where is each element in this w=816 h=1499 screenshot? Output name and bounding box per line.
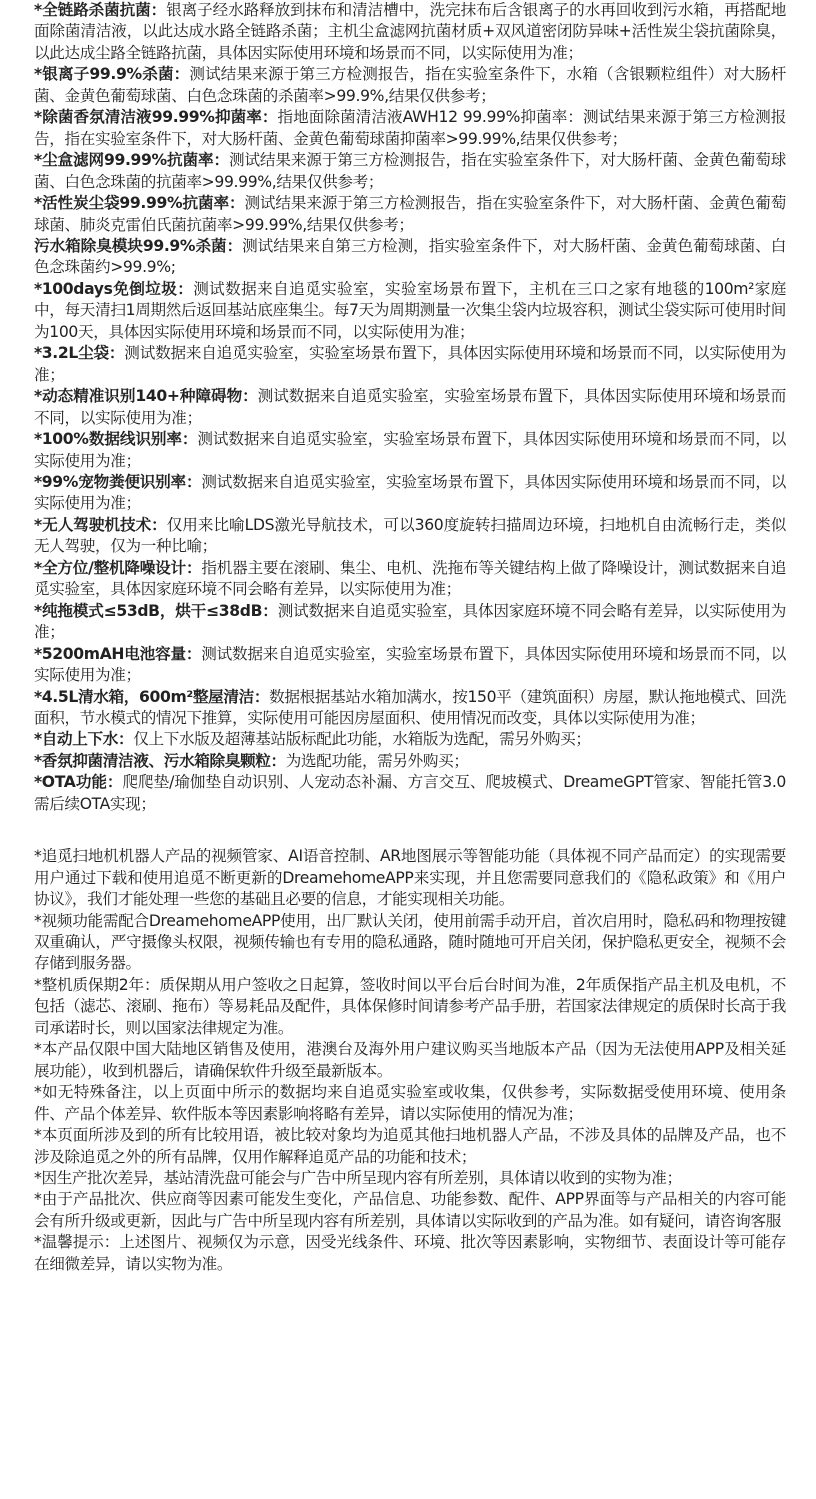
notice: *因生产批次差异，基站清洗盘可能会与广告中所呈现内容有所差别，具体请以收到的实物为准；: [34, 1169, 682, 1188]
notice: *整机质保期2年：质保期从用户签收之日起算，签收时间以平台后台时间为准，2年质保指产品主机及电机，不包括（滤芯、滚刷、拖布）等易耗品及配件，具体保修时间请参考产品手册，若国家法律规定的质保时长高于我司承诺时长，则以国家法律规定为准。: [34, 975, 786, 1037]
footnote-title: *纯拖模式≤53dB，烘干≤38dB：: [34, 601, 278, 620]
footnote-body: 指机器主要在滚刷、集尘、电机、洗拖布等关键结构上做了降噪设计，测试数据来自追觅实验室，具体因家庭环境不同会略有差异，以实际使用为准；: [34, 558, 786, 599]
footnote: [34, 644, 786, 687]
footnote-body: 银离子经水路释放到抹布和清洁槽中，洗完抹布后含银离子的水再回收到污水箱，再搭配地面除菌清洁液，以此达成水路全链路杀菌；主机尘盒滤网抗菌材质+双风道密闭防异味+活性炭尘袋抗菌除臭，以此达成尘路全链路抗菌，具体因实际使用环境和场景而不同，以实际使用为准；: [34, 1, 786, 62]
footnote: [34, 751, 786, 772]
footnote-title: *香氛抑菌清洁液、污水箱除臭颗粒：: [34, 751, 286, 770]
footnote: [34, 687, 786, 730]
footnote-title: *100%数据线识别率：: [34, 430, 198, 449]
footnote-body: 测试结果来自第三方检测，指实验室条件下，对大肠杆菌、金黄色葡萄球菌、白色念珠菌约>99.9%;: [34, 236, 786, 277]
footnote-body: 测试数据来自追觅实验室，实验室场景布置下，具体因实际使用环境和场景而不同，以实际使用为准；: [34, 387, 787, 427]
footnote-title: *自动上下水：: [34, 730, 134, 749]
footnote-body: 为选配功能，需另外购买；: [285, 751, 469, 770]
footnote-body: 数据根据基站水箱加满水，按150平（建筑面积）房屋，默认拖地模式、回洗面积，节水模式的情况下推算，实际使用可能因房屋面积、使用情况而改变，具体以实际使用为准；: [34, 687, 786, 727]
footnote-title: *3.2L尘袋：: [34, 344, 125, 363]
notice: *本产品仅限中国大陆地区销售及使用，港澳台及海外用户建议购买当地版本产品（因为无法使用APP及相关延展功能），收到机器后，请确保软件升级至最新版本。: [34, 1040, 786, 1080]
footnote-title: *全链路杀菌抗菌：: [34, 1, 167, 19]
footnote-body: 指地面除菌清洁液AWH12 99.99%抑菌率：测试结果来源于第三方检测报告，指在实验室条件下，对大肠杆菌、金黄色葡萄球菌抑菌率>99.99%,结果仅供参考；: [34, 108, 786, 148]
footnote: [34, 472, 786, 515]
notice: *如无特殊备注，以上页面中所示的数据均来自追觅实验室或收集，仅供参考，实际数据受使用环境、使用条件、产品个体差异、软件版本等因素影响将略有差异，请以实际使用的情况为准；: [34, 1083, 786, 1123]
footnote-body: 测试数据来自追觅实验室，实验室场景布置下，具体因实际使用环境和场景而不同，以实际使用为准；: [34, 430, 786, 470]
footnote: [34, 0, 786, 64]
footnote-title: *动态精准识别140+种障碍物：: [34, 387, 258, 406]
footnote: [34, 279, 786, 343]
footnote: [34, 150, 786, 193]
footnote-title: *活性炭尘袋99.99%抗菌率：: [34, 194, 245, 213]
footnote: [34, 107, 786, 150]
footnote-body: 仅上下水版及超薄基站版标配此功能，水箱版为选配，需另外购买；: [133, 730, 591, 749]
footnote-title: *OTA功能：: [34, 773, 123, 792]
footnote: [34, 386, 786, 429]
footnote-title: *100days免倒垃圾：: [34, 279, 194, 298]
footnote-body: 测试结果来源于第三方检测报告，指在实验室条件下，对大肠杆菌、金黄色葡萄球菌、白色念珠菌的抗菌率>99.99%,结果仅供参考；: [34, 151, 786, 191]
footnote-title: *5200mAH电池容量：: [34, 644, 202, 663]
feature-footnotes: [34, 0, 786, 815]
footnote: [34, 193, 786, 236]
footnote-title: *无人驾驶机技术：: [34, 515, 167, 534]
footnote: [34, 729, 786, 750]
footnote: [34, 343, 786, 386]
footnote: [34, 236, 786, 279]
disclaimer-page: [34, 0, 786, 1275]
footnote-title: *全方位/整机降噪设计：: [34, 558, 202, 577]
footnote: [34, 558, 786, 601]
footnote-title: *银离子99.9%杀菌：: [34, 65, 190, 84]
footnote-body: 仅用来比喻LDS激光导航技术，可以360度旋转扫描周边环境，扫地机自由流畅行走，类似无人驾驶，仅为一种比喻；: [34, 515, 786, 556]
footnote-body: 测试数据来自追觅实验室，具体因家庭环境不同会略有差异，以实际使用为准；: [34, 601, 787, 642]
footnote-body: 爬爬垫/瑜伽垫自动识别、人宠动态补漏、方言交互、爬坡模式、DreameGPT管家、智能托管3.0需后续OTA实现；: [34, 773, 786, 813]
footnote: [34, 601, 786, 644]
footnote-title: *尘盒滤网99.99%抗菌率：: [34, 151, 229, 170]
footnote-title: *4.5L清水箱，600m²整屋清洁：: [34, 687, 270, 706]
footnote-body: 测试数据来自追觅实验室，实验室场景布置下，具体因实际使用环境和场景而不同，以实际使用为准；: [34, 472, 786, 513]
footnote-title: *除菌香氛清洁液99.99%抑菌率：: [34, 108, 278, 127]
footnote: [34, 772, 786, 815]
footnote-body: 测试结果来源于第三方检测报告，指在实验室条件下，水箱（含银颗粒组件）对大肠杆菌、金黄色葡萄球菌、白色念珠菌的杀菌率>99.9%,结果仅供参考；: [34, 65, 786, 105]
footnote: [34, 429, 786, 472]
footnote-body: 测试数据来自追觅实验室，实验室场景布置下，主机在三口之家有地毯的100m²家庭中，每天清扫1周期然后返回基站底座集尘。每7天为周期测量一次集尘袋内垃圾容积，测试尘袋实际可使用时间为100天，具体因实际使用环境和场景而不同，以实际使用为准；: [34, 279, 786, 341]
notice: *温馨提示：上述图片、视频仅为示意，因受光线条件、环境、批次等因素影响，实物细节、表面设计等可能存在细微差异，请以实物为准。: [34, 1233, 786, 1273]
notice: *追觅扫地机机器人产品的视频管家、AI语音控制、AR地图展示等智能功能（具体视不同产品而定）的实现需要用户通过下载和使用追觅不断更新的DreamehomeAPP来实现，并且您需要同意我们的《隐私政策》和《用户协议》，我们才能处理一些您的基础且必要的信息，才能实现相关功能。: [34, 847, 786, 909]
footnote-body: 测试结果来源于第三方检测报告，指在实验室条件下，对大肠杆菌、金黄色葡萄球菌、肺炎克雷伯氏菌抗菌率>99.99%,结果仅供参考；: [34, 194, 786, 234]
notice: *由于产品批次、供应商等因素可能发生变化，产品信息、功能参数、配件、APP界面等与产品相关的内容可能会有所升级或更新，因此与广告中所呈现内容有所差别，具体请以实际收到的产品为准。如有疑问，请咨询客服: [34, 1190, 786, 1230]
footnote-title: 污水箱除臭模块99.9%杀菌：: [34, 236, 243, 255]
section-spacer: [34, 815, 786, 846]
notice: *本页面所涉及到的所有比较用语，被比较对象均为追觅其他扫地机器人产品，不涉及具体的品牌及产品，也不涉及除追觅之外的所有品牌，仅用作解释追觅产品的功能和技术；: [34, 1126, 786, 1166]
footnote: [34, 64, 786, 107]
footnote: [34, 515, 786, 558]
footnote-body: 测试数据来自追觅实验室，实验室场景布置下，具体因实际使用环境和场景而不同，以实际使用为准；: [34, 644, 786, 685]
footnote-body: 测试数据来自追觅实验室，实验室场景布置下，具体因实际使用环境和场景而不同，以实际使用为准；: [34, 344, 786, 384]
footnote-title: *99%宠物粪便识别率：: [34, 472, 202, 491]
general-notices: [34, 846, 786, 1275]
notice: *视频功能需配合DreamehomeAPP使用，出厂默认关闭，使用前需手动开启，首次启用时，隐私码和物理按键双重确认，严守摄像头权限，视频传输也有专用的隐私通路，随时随地可开启关闭，保护隐私更安全，视频不会存储到服务器。: [34, 911, 786, 973]
